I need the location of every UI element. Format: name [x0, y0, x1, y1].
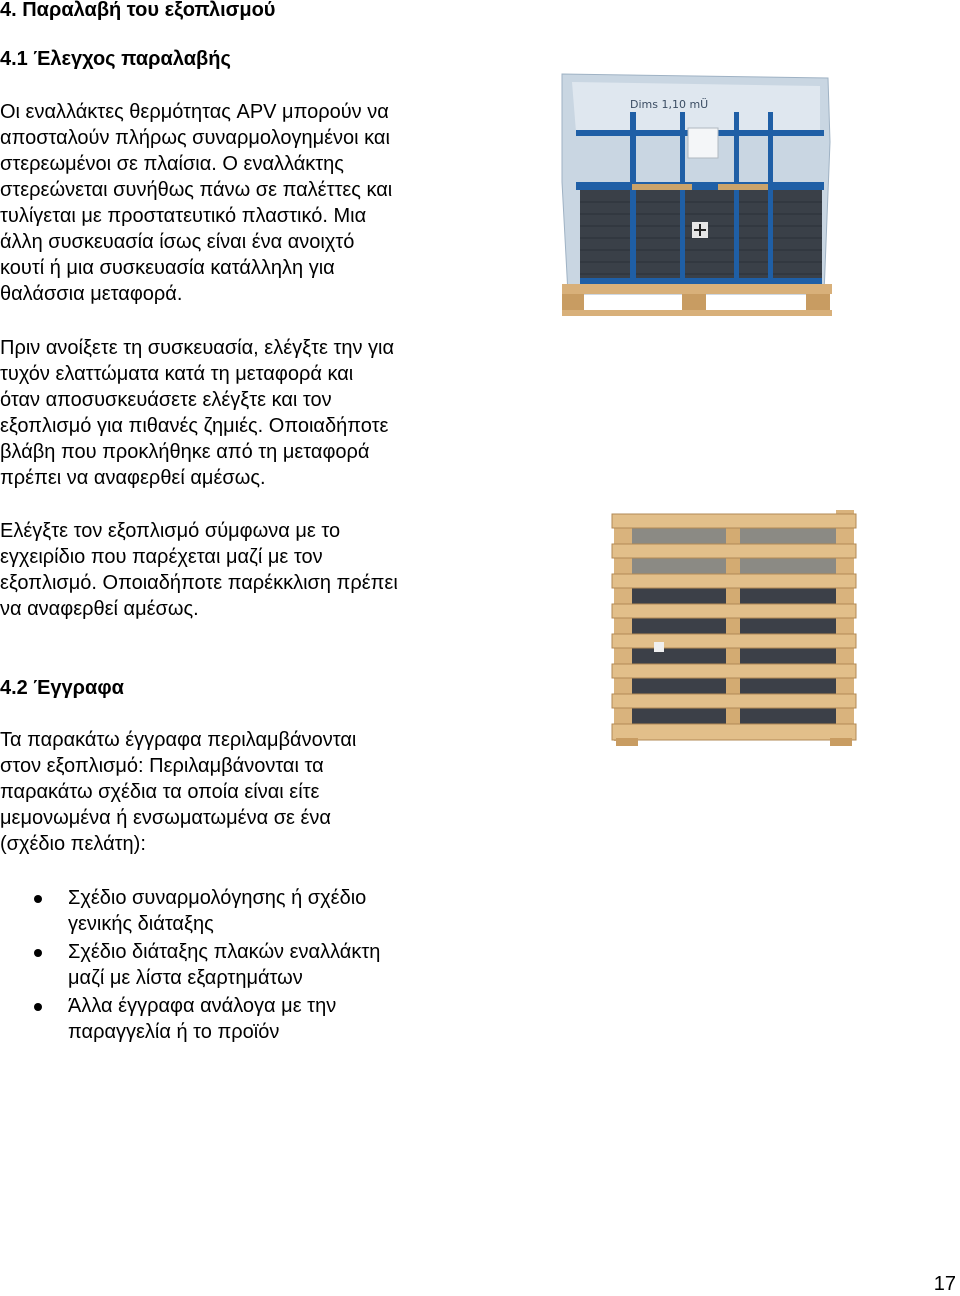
text-line: Πριν ανοίξετε τη συσκευασία, ελέγξτε την για: [0, 337, 395, 359]
text-line: αποσταλούν πλήρως συναρμολογημένοι και: [0, 127, 390, 149]
page-number: 17: [933, 1273, 956, 1295]
list-item-text: μαζί με λίστα εξαρτημάτων: [68, 967, 303, 989]
text-line: στερεώνεται συνήθως πάνω σε παλέττες και: [0, 179, 393, 201]
text-line: παρακάτω σχέδια τα οποία είναι είτε: [0, 781, 320, 803]
chapter-heading: 4. Παραλαβή του εξοπλισμού: [0, 0, 276, 21]
text-line: όταν αποσυσκευάσετε ελέγξτε και τον: [0, 389, 332, 411]
list-item: [0, 885, 480, 937]
text-line: στερεωμένοι σε πλαίσια. Ο εναλλάκτης: [0, 153, 344, 175]
list-item: [0, 993, 480, 1045]
text-line: εγχειρίδιο που παρέχεται μαζί με τον: [0, 546, 323, 568]
text-line: εξοπλισμό για πιθανές ζημιές. Οποιαδήποτε: [0, 415, 389, 437]
text-line: Ελέγξτε τον εξοπλισμό σύμφωνα με το: [0, 520, 341, 542]
text-line: τυχόν ελαττώματα κατά τη μεταφορά και: [0, 363, 354, 385]
section-heading-4-2: 4.2 Έγγραφα: [0, 677, 124, 699]
list-item-text: Άλλα έγγραφα ανάλογα με την: [68, 995, 337, 1017]
text-line: Τα παρακάτω έγγραφα περιλαμβάνονται: [0, 729, 357, 751]
paragraph-documents: [0, 727, 480, 857]
paragraph-intro: [0, 99, 480, 307]
text-line: άλλη συσκευασία ίσως είναι ένα ανοιχτό: [0, 231, 355, 253]
list-item-text: Σχέδιο συναρμολόγησης ή σχέδιο: [68, 887, 367, 909]
list-item-text: παραγγελία ή το προϊόν: [68, 1021, 280, 1043]
photo-handwriting: Dims 1,10 mÜ: [630, 98, 709, 111]
text-line: μεμονωμένα ή ενσωματωμένα σε ένα: [0, 807, 331, 829]
list-item-text: Σχέδιο διάταξης πλακών εναλλάκτη: [68, 941, 381, 963]
photo-wooden-crate: [610, 506, 858, 746]
bullet-icon: [34, 949, 42, 957]
text-line: να αναφερθεί αμέσως.: [0, 598, 199, 620]
bullet-icon: [34, 1003, 42, 1011]
section-heading-4-1: 4.1 Έλεγχος παραλαβής: [0, 48, 231, 70]
paragraph-inspection: [0, 335, 480, 491]
text-line: θαλάσσια μεταφορά.: [0, 283, 183, 305]
documents-list: [0, 885, 480, 1047]
text-line: τυλίγεται με προστατευτικό πλαστικό. Μια: [0, 205, 367, 227]
text-line: βλάβη που προκλήθηκε από τη μεταφορά: [0, 441, 370, 463]
text-line: Οι εναλλάκτες θερμότητας APV μπορούν να: [0, 101, 389, 123]
photo-wrapped-exchanger: [558, 72, 838, 320]
text-line: εξοπλισμό. Οποιαδήποτε παρέκκλιση πρέπει: [0, 572, 398, 594]
text-line: (σχέδιο πελάτη):: [0, 833, 146, 855]
text-line: κουτί ή μια συσκευασία κατάλληλη για: [0, 257, 335, 279]
bullet-icon: [34, 895, 42, 903]
text-line: στον εξοπλισμό: Περιλαμβάνονται τα: [0, 755, 324, 777]
list-item-text: γενικής διάταξης: [68, 913, 214, 935]
text-line: πρέπει να αναφερθεί αμέσως.: [0, 467, 266, 489]
paragraph-check-manual: [0, 518, 480, 622]
list-item: [0, 939, 480, 991]
